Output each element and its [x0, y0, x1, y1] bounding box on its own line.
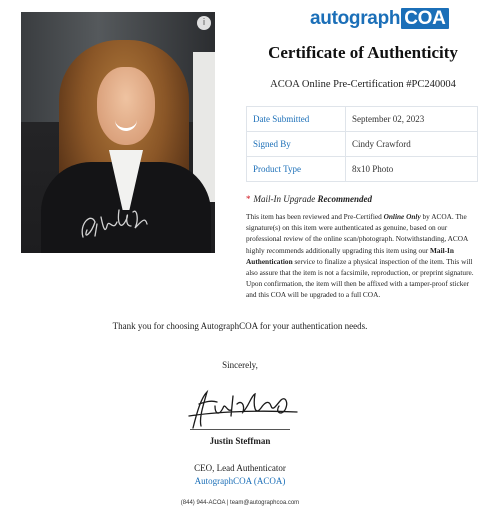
signer-name: Justin Steffman [209, 436, 271, 446]
notice-body-text: This item has been reviewed and Pre-Certified [246, 212, 384, 221]
notice-body-text: service to finalize a physical inspection of the item. This will also assure that the item is not a facsimile, reproduction, or preprint signature. Upon confirmation, the item will then be affixed with a tamper-proof sticker and this COA will be upgraded to a full COA. [246, 256, 474, 300]
logo-coa-badge: COA [401, 8, 448, 29]
table-row [247, 107, 478, 132]
notice-status: Recommended [317, 194, 372, 204]
handwritten-signature [185, 382, 300, 434]
table-row [247, 132, 478, 157]
detail-value: September 02, 2023 [346, 107, 478, 132]
notice-body [246, 211, 478, 301]
signature-line [190, 429, 290, 430]
footer-contact: (844) 944-ACOA | team@autographcoa.com [180, 500, 300, 506]
asterisk-icon: * [246, 194, 251, 204]
certificate-title: Certificate of Authenticity [268, 43, 458, 62]
online-only-emphasis: Online Only [383, 212, 421, 221]
detail-label: Product Type [247, 157, 346, 182]
mail-in-authentication-emphasis: Mail-In Authentication [246, 245, 454, 266]
notice-label: Mail-In Upgrade [253, 194, 316, 204]
details-table [246, 106, 478, 182]
autographcoa-logo [310, 8, 449, 30]
certificate-subtitle: ACOA Online Pre-Certification #PC240004 [270, 79, 456, 90]
organization-link[interactable]: AutographCOA (ACOA) [194, 476, 286, 486]
table-row [247, 157, 478, 182]
detail-label: Signed By [247, 132, 346, 157]
detail-value: Cindy Crawford [346, 132, 478, 157]
notice-body-text: by ACOA. The signature(s) on this item were authenticated as genuine, based on our professional review of the online scan/photograph. Notwithstanding, ACOA highly recommends additionally upgrading this item using our [246, 212, 468, 255]
detail-label: Date Submitted [247, 107, 346, 132]
sincerely-text: Sincerely, [222, 360, 258, 370]
signer-title: CEO, Lead Authenticator [194, 463, 286, 473]
mail-in-upgrade-notice [246, 194, 478, 204]
detail-value: 8x10 Photo [346, 157, 478, 182]
thank-you-message: Thank you for choosing AutographCOA for your authentication needs. [112, 321, 368, 331]
info-icon[interactable]: i [197, 16, 211, 30]
autographed-photo [21, 12, 215, 253]
logo-brand: autograph [310, 8, 401, 29]
photo-autograph-signature [21, 12, 215, 253]
